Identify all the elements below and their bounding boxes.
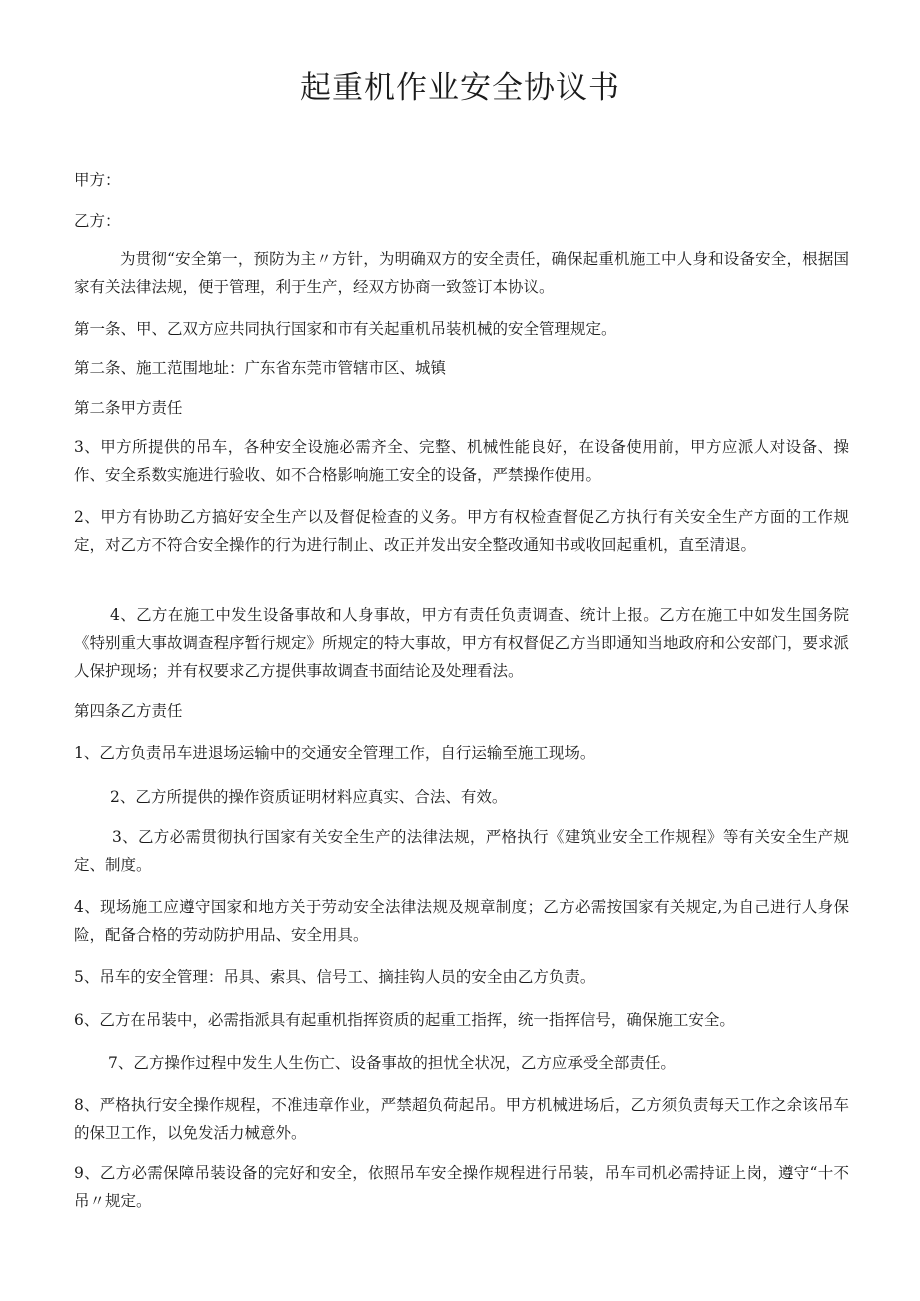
party-b-clause-8: 8、严格执行安全操作规程，不准违章作业，严禁超负荷起吊。甲方机械进场后，乙方须负责每天工作之余该吊车的保卫工作，以免发活力械意外。 [74, 1096, 849, 1142]
party-b-clause-4: 4、现场施工应遵守国家和地方关于劳动安全法律法规及规章制度；乙方必需按国家有关规定,为自己进行人身保险，配备合格的劳动防护用品、安全用具。 [74, 898, 849, 944]
party-b-clause-7: 7、乙方操作过程中发生人生伤亡、设备事故的担忧全状况，乙方应承受全部责任。 [108, 1054, 676, 1072]
party-a-clause-4: 4、乙方在施工中发生设备事故和人身事故，甲方有责任负责调查、统计上报。乙方在施工中如发生国务院《特别重大事故调查程序暂行规定》所规定的特大事故，甲方有权督促乙方当即通知当地政府和公安部门，要求派人保护现场；并有权要求乙方提供事故调查书面结论及处理看法。 [74, 606, 850, 680]
party-a-line: 甲方： [74, 171, 121, 189]
party-b-clause-1: 1、乙方负责吊车进退场运输中的交通安全管理工作，自行运输至施工现场。 [74, 744, 596, 762]
article-two-scope: 第二条、施工范围地址：广东省东莞市管辖市区、城镇 [74, 359, 447, 377]
preamble-paragraph: 为贯彻“安全第一，预防为主〃方针，为明确双方的安全责任，确保起重机施工中人身和设备安全，根据国家有关法律法规，便于管理，利于生产，经双方协商一致签订本协议。 [74, 250, 849, 296]
party-a-clause-2: 2、甲方有协助乙方搞好安全生产以及督促检查的义务。甲方有权检查督促乙方执行有关安全生产方面的工作规定，对乙方不符合安全操作的行为进行制止、改正并发出安全整改通知书或收回起重机，直至清退。 [74, 508, 849, 554]
party-b-line: 乙方： [74, 212, 121, 230]
party-a-clause-3: 3、甲方所提供的吊车，各种安全设施必需齐全、完整、机械性能良好，在设备使用前，甲方应派人对设备、操作、安全系数实施进行验收、如不合格影响施工安全的设备，严禁操作使用。 [74, 438, 849, 484]
article-one: 第一条、甲、乙双方应共同执行国家和市有关起重机吊装机械的安全管理规定。 [74, 320, 617, 338]
party-b-clause-9: 9、乙方必需保障吊装设备的完好和安全，依照吊车安全操作规程进行吊装，吊车司机必需持证上岗，遵守“十不吊〃规定。 [74, 1164, 849, 1210]
party-a-responsibility-heading: 第二条甲方责任 [74, 399, 183, 417]
party-b-clause-3: 3、乙方必需贯彻执行国家有关安全生产的法律法规，严格执行《建筑业安全工作规程》等有关安全生产规定、制度。 [74, 828, 849, 874]
party-b-clause-2: 2、乙方所提供的操作资质证明材料应真实、合法、有效。 [110, 788, 508, 806]
party-b-clause-5: 5、吊车的安全管理：吊具、索具、信号工、摘挂钩人员的安全由乙方负责。 [74, 968, 596, 986]
party-b-clause-6: 6、乙方在吊装中，必需指派具有起重机指挥资质的起重工指挥，统一指挥信号，确保施工安全。 [74, 1011, 735, 1029]
document-title: 起重机作业安全协议书 [300, 70, 620, 106]
party-b-responsibility-heading: 第四条乙方责任 [74, 702, 183, 720]
